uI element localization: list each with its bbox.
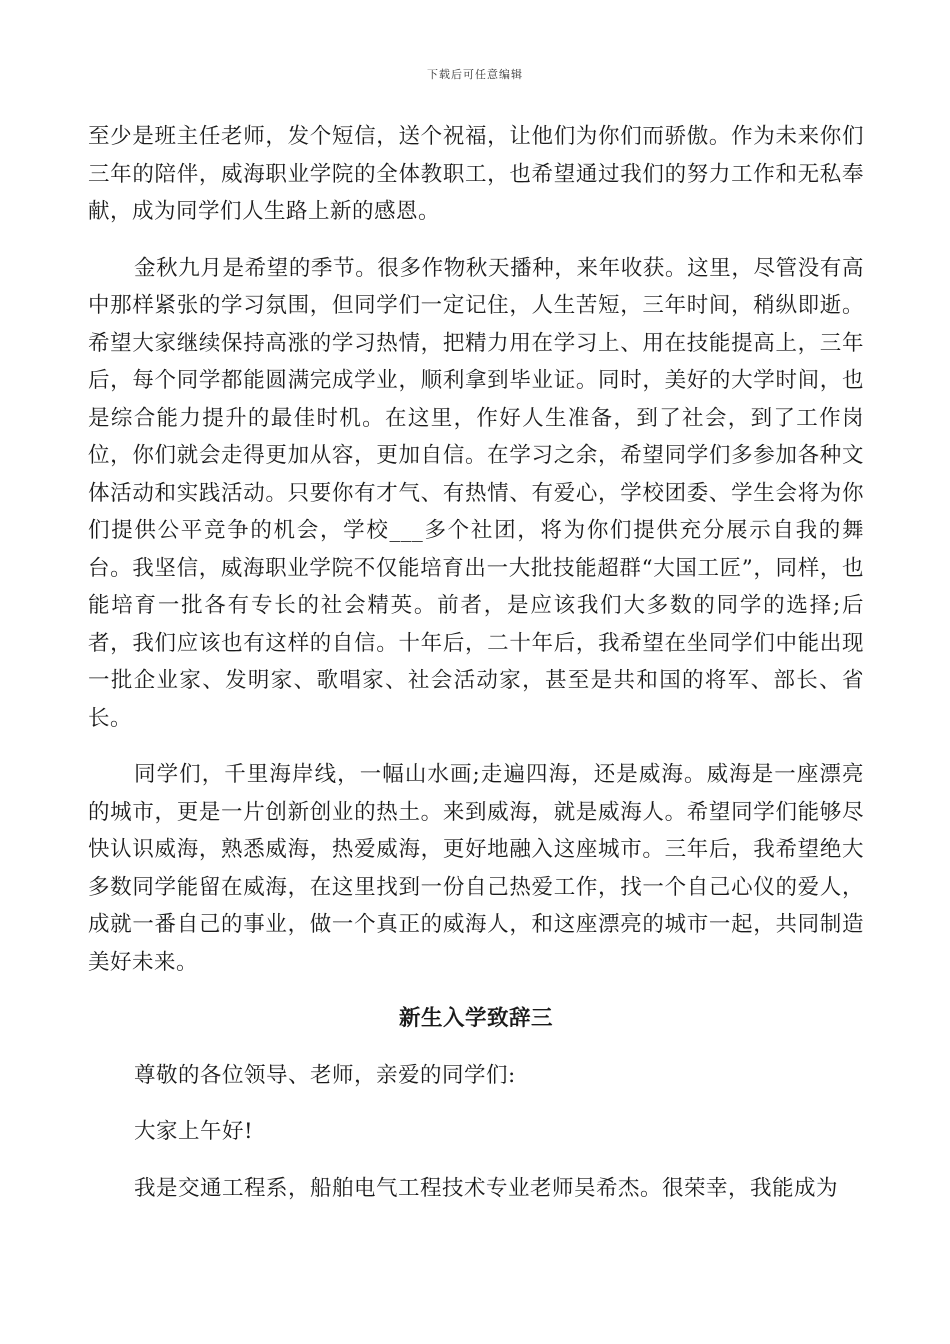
page-header-note: 下载后可任意编辑	[427, 68, 523, 81]
paragraph-autumn: 金秋九月是希望的季节。很多作物秋天播种，来年收获。这里，尽管没有高中那样紧张的学习氛围，但同学们一定记住，人生苦短，三年时间，稍纵即逝。希望大家继续保持高涨的学习热情，把精力用在学习上、用在技能提高上，三年后，每个同学都能圆满完成学业，顺利拿到毕业证。同时，美好的大学时间，也是综合能力提升的最佳时机。在这里，作好人生准备，到了社会，到了工作岗位，你们就会走得更加从容，更加自信。在学习之余，希望同学们多参加各种文体活动和实践活动。只要你有才气、有热情、有爱心，学校团委、学生会将为你们提供公平竞争的机会，学校___多个社团，将为你们提供充分展示自我的舞台。我坚信，威海职业学院不仅能培育出一大批技能超群“大国工匠”，同样，也能培育一批各有专长的社会精英。前者，是应该我们大多数的同学的选择;后者，我们应该也有这样的自信。十年后，二十年后，我希望在坐同学们中能出现一批企业家、发明家、歌唱家、社会活动家，甚至是共和国的将军、部长、省长。	[88, 255, 864, 731]
paragraph-introduction: 我是交通工程系，船舶电气工程技术专业老师吴希杰。很荣幸，我能成为	[134, 1175, 839, 1201]
document-body	[88, 118, 864, 1207]
paragraph-weihai: 同学们，千里海岸线，一幅山水画;走遍四海，还是威海。威海是一座漂亮的城市，更是一片创新创业的热土。来到威海，就是威海人。希望同学们能够尽快认识威海，熟悉威海，热爱威海，更好地融入这座城市。三年后，我希望绝大多数同学能留在威海，在这里找到一份自己热爱工作，找一个自己心仪的爱人，成就一番自己的事业，做一个真正的威海人，和这座漂亮的城市一起，共同制造美好未来。	[88, 762, 864, 975]
speech-salutation: 大家上午好!	[134, 1119, 254, 1144]
section-title: 新生入学致辞三	[398, 1006, 553, 1031]
speech-greeting: 尊敬的各位领导、老师，亲爱的同学们:	[134, 1062, 516, 1088]
paragraph-continued: 至少是班主任老师，发个短信，送个祝福，让他们为你们而骄傲。作为未来你们三年的陪伴，威海职业学院的全体教职工，也希望通过我们的努力工作和无私奉献，成为同学们人生路上新的感恩。	[88, 124, 864, 224]
